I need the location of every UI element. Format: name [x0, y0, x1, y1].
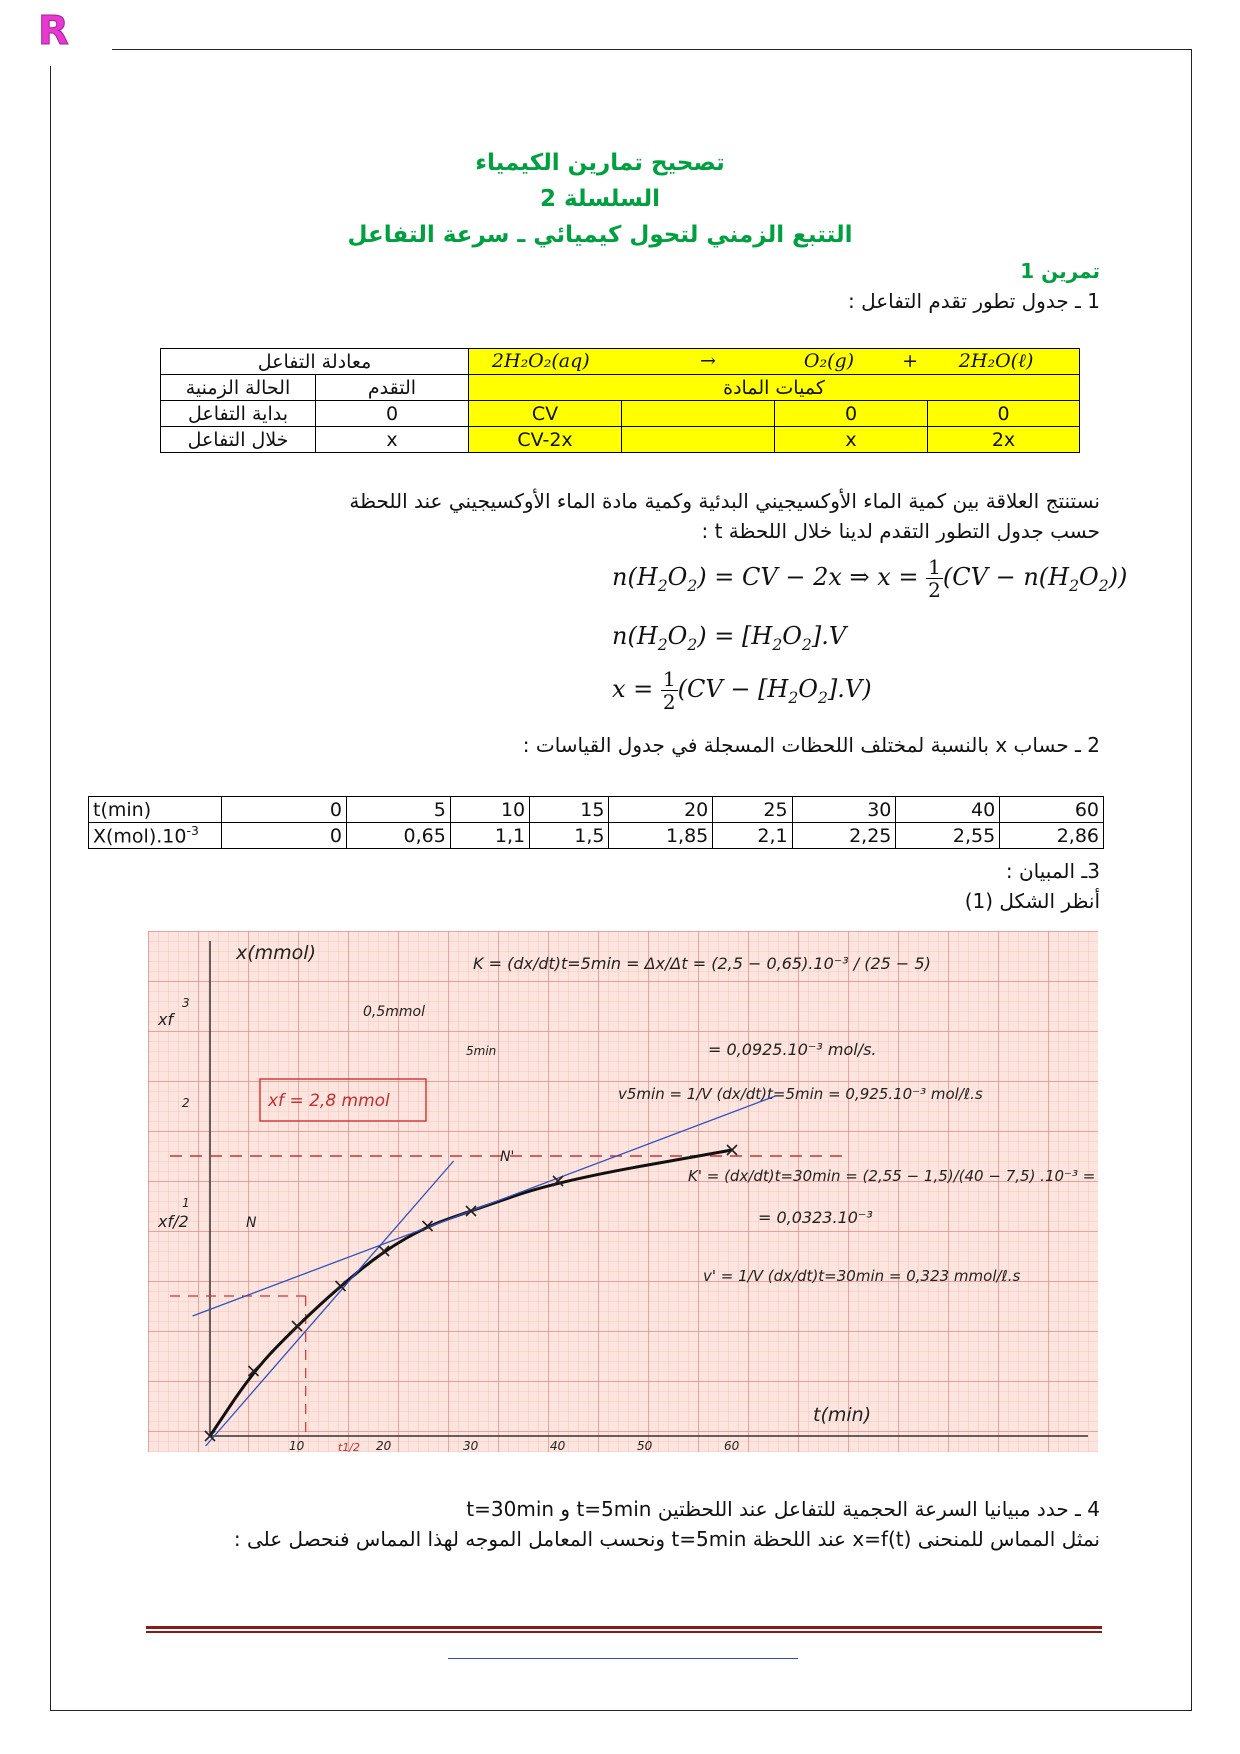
scale-y-label: 0,5mmol [363, 1004, 425, 1020]
quantities-label: كميات المادة [469, 375, 1080, 401]
state-label: الحالة الزمنية [161, 375, 316, 401]
t-cell: 25 [713, 797, 792, 823]
x-tick-label: 60 [724, 1439, 740, 1452]
series-title: السلسلة 2 [539, 186, 661, 212]
footer-rule-thin [146, 1631, 1102, 1633]
y-axis-label: x(mmol) [236, 942, 316, 964]
x-cell: 1,5 [530, 823, 609, 849]
xf-half-label: xf/2 [158, 1212, 189, 1231]
x-tick-label: 20 [376, 1439, 392, 1452]
footer-link-line [448, 1658, 798, 1659]
xf-label: xf [158, 1010, 174, 1029]
frame-top-line [112, 49, 1192, 50]
t-label: t(min) [89, 797, 222, 823]
graph-grid [148, 931, 1098, 1452]
question-2: 2 ـ حساب x بالنسبة لمختلف اللحظات المسجلة في جدول القياسات : [522, 733, 1100, 757]
x-cell: 1,1 [450, 823, 529, 849]
row-initial-c3: 0 [775, 401, 928, 427]
x-cell: 1,85 [609, 823, 713, 849]
row-initial-x: 0 [316, 401, 469, 427]
y-tick-3: 3 [182, 996, 190, 1010]
scale-x-label: 5min [466, 1044, 497, 1058]
x-tick-label: 50 [637, 1439, 653, 1452]
exercise-heading: تمرين 1 [1020, 259, 1100, 283]
logo: R [38, 8, 69, 54]
k-definition: K = (dx/dt)t=5min = Δx/Δt = (2,5 − 0,65).10⁻³ / (25 − 5) [473, 954, 931, 973]
t-cell: 60 [1000, 797, 1104, 823]
see-figure: أنظر الشكل (1) [964, 889, 1100, 913]
frame-bottom-line [50, 1710, 1192, 1711]
frame-left-line [50, 66, 51, 1711]
frame-right-line [1191, 49, 1192, 1711]
xf-box-label: xf = 2,8 mmol [268, 1091, 390, 1111]
x-cell: 2,55 [896, 823, 1000, 849]
kprime-definition: K' = (dx/dt)t=30min = (2,55 − 1,5)/(40 − 7,5) .10⁻³ = [688, 1167, 1096, 1185]
row-initial-label: بداية التفاعل [161, 401, 316, 427]
row-during-c2 [622, 427, 775, 453]
x-cell: 0,65 [347, 823, 451, 849]
x-cell: 2,1 [713, 823, 792, 849]
point-n-label: N [246, 1215, 257, 1231]
v5-formula: v5min = 1/V (dx/dt)t=5min = 0,925.10⁻³ mol/ℓ.s [618, 1085, 983, 1103]
question-4-text: نمثل المماس للمنحنى x=f(t) عند اللحظة t=5min ونحسب المعامل الموجه لهذا المماس فنحصل على : [233, 1527, 1100, 1551]
t-cell: 40 [896, 797, 1000, 823]
equation-label: معادلة التفاعل [161, 349, 469, 375]
x-cell: 2,86 [1000, 823, 1104, 849]
vprime-formula: v' = 1/V (dx/dt)t=30min = 0,323 mmol/ℓ.s [703, 1267, 1021, 1285]
x-tick-label: 30 [463, 1439, 479, 1452]
x-tick-label: 10 [289, 1439, 305, 1452]
k-value: = 0,0925.10⁻³ mol/s. [708, 1040, 877, 1059]
topic-title: التتبع الزمني لتحول كيميائي ـ سرعة التفاعل [347, 222, 853, 248]
t-cell: 10 [450, 797, 529, 823]
question-4: 4 ـ حدد مبيانيا السرعة الحجمية للتفاعل عند اللحظتين t=5min و t=30min [466, 1497, 1100, 1521]
row-during-label: خلال التفاعل [161, 427, 316, 453]
question-3: 3ـ المبيان : [1005, 859, 1100, 883]
row-initial-c4: 0 [928, 401, 1080, 427]
measurements-table [88, 796, 1104, 849]
t-cell: 30 [792, 797, 896, 823]
equation-1: $n(H_2O_2)$ = CV − 2x ⇒ x = $\frac{1}{2}$ $(CV - n(H_2O_2))$ [612, 555, 1128, 602]
row-initial-c2 [622, 401, 775, 427]
x-label: $X(mol).10^{-3}$ [89, 823, 222, 849]
row-during-c1: CV-2x [469, 427, 622, 453]
row-initial-c1: CV [469, 401, 622, 427]
x-axis-label: t(min) [813, 1404, 872, 1426]
footer-rule [146, 1626, 1102, 1629]
t-cell: 20 [609, 797, 713, 823]
kprime-value: = 0,0323.10⁻³ [758, 1208, 873, 1227]
x-tick-label: 40 [550, 1439, 566, 1452]
row-during-c3: x [775, 427, 928, 453]
row-during-x: x [316, 427, 469, 453]
t-half-label: t1/2 [338, 1441, 361, 1452]
equation-2: $n(H_2O_2) = [H_2O_2].V$ [612, 622, 847, 654]
t-cell: 15 [530, 797, 609, 823]
x-cell: 0 [222, 823, 347, 849]
y-tick-2: 2 [182, 1096, 190, 1110]
t-cell: 5 [347, 797, 451, 823]
row-during-c4: 2x [928, 427, 1080, 453]
t-cell: 0 [222, 797, 347, 823]
equation-3: x = $\frac{1}{2}$ $(CV - [H_2O_2].V)$ [612, 667, 872, 714]
question-1: 1 ـ جدول تطور تقدم التفاعل : [847, 289, 1100, 313]
relation-text: نستنتج العلاقة بين كمية الماء الأوكسيجيني البدئية وكمية مادة الماء الأوكسيجيني عند اللحظة [349, 489, 1100, 513]
graph-paper-figure [148, 931, 1098, 1452]
advance-label: التقدم [316, 375, 469, 401]
doc-title: تصحيح تمارين الكيمياء [475, 150, 725, 176]
reaction-equation: 2H₂O₂(aq) → O₂(g) + 2H₂O(ℓ) [469, 349, 1080, 375]
advancement-table [160, 348, 1080, 453]
x-cell: 2,25 [792, 823, 896, 849]
relation-text-2: حسب جدول التطور التقدم لدينا خلال اللحظة t : [701, 519, 1100, 543]
y-tick-1: 1 [182, 1196, 190, 1210]
point-nprime-label: N' [500, 1149, 515, 1165]
